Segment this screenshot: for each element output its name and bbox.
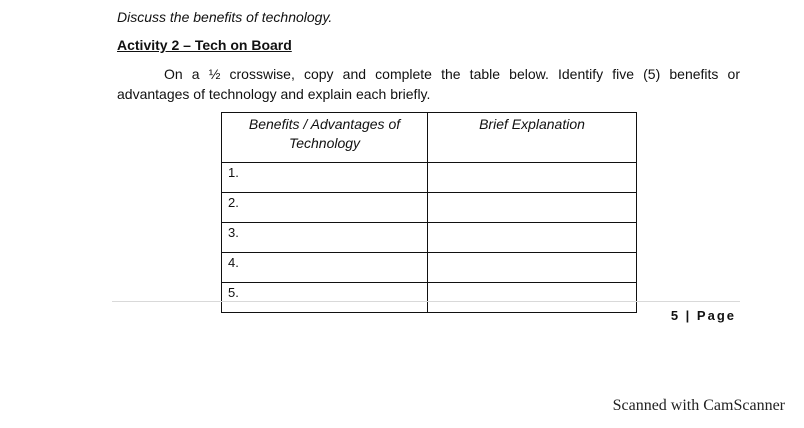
row-explanation <box>428 283 637 313</box>
instruction-line-1: On a ½ crosswise, copy and complete the table below. Identify five (5) benefits or <box>164 66 740 82</box>
header-benefits <box>222 113 428 163</box>
page-number: 5 | Page <box>670 308 736 323</box>
row-number: 3. <box>222 223 428 253</box>
table-row <box>222 163 637 193</box>
footer-divider <box>112 301 740 302</box>
benefits-table <box>221 112 637 313</box>
row-number: 1. <box>222 163 428 193</box>
row-number: 5. <box>222 283 428 313</box>
table-row <box>222 193 637 223</box>
instruction-line-2: advantages of technology and explain each briefly. <box>117 86 431 102</box>
row-explanation <box>428 223 637 253</box>
objective-text: Discuss the benefits of technology. <box>117 9 333 25</box>
table-header-row <box>222 113 637 163</box>
row-explanation <box>428 253 637 283</box>
header-explanation: Brief Explanation <box>428 113 637 163</box>
header-benefits-line-1: Benefits / Advantages of <box>248 116 401 132</box>
table-row <box>222 223 637 253</box>
table-row <box>222 283 637 313</box>
table-row <box>222 253 637 283</box>
row-explanation <box>428 163 637 193</box>
scanner-watermark: Scanned with CamScanner <box>612 397 785 414</box>
row-number: 4. <box>222 253 428 283</box>
activity-title: Activity 2 – Tech on Board <box>117 37 292 53</box>
row-explanation <box>428 193 637 223</box>
header-benefits-line-2: Technology <box>288 135 361 151</box>
row-number: 2. <box>222 193 428 223</box>
